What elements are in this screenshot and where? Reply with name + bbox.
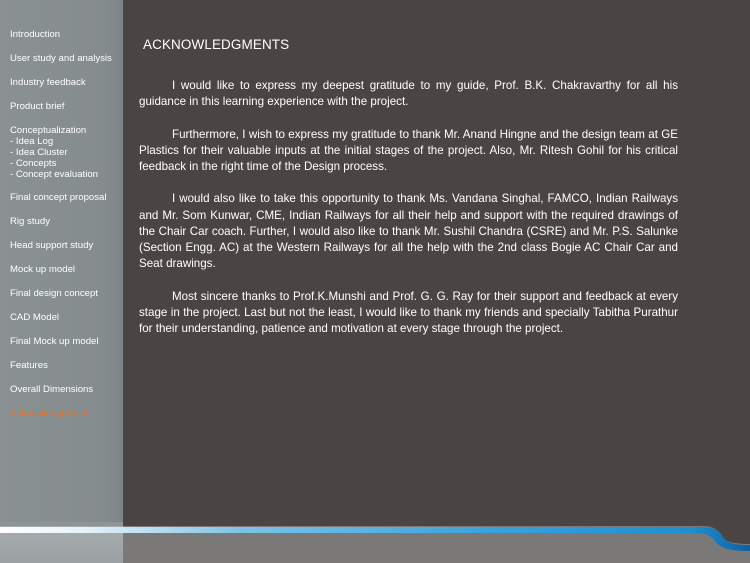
nav-item-label: Overall Dimensions [10, 384, 94, 395]
nav-item-final-concept-proposal[interactable] [10, 192, 122, 204]
nav-item-label: Industry feedback [10, 77, 86, 88]
nav-item-label: Conceptualization [10, 125, 87, 136]
nav-subitem-idea-log[interactable]: - Idea Log [10, 136, 54, 147]
nav-item-acknowledgement[interactable] [10, 408, 122, 420]
nav-item-product-brief[interactable] [10, 101, 122, 113]
nav-item-introduction[interactable] [10, 29, 122, 41]
nav-item-overall-dimensions[interactable] [10, 384, 122, 396]
nav-subitem-idea-cluster[interactable]: - Idea Cluster [10, 147, 68, 158]
nav-item-rig-study[interactable] [10, 216, 122, 228]
nav-item-industry-feedback[interactable] [10, 77, 122, 89]
nav-item-label: Features [10, 360, 48, 371]
nav-item-label: Rig study [10, 216, 50, 227]
nav-item-user-study[interactable] [10, 53, 122, 65]
decorative-swoosh-bar [0, 522, 750, 563]
sidebar [0, 0, 123, 563]
nav-item-cad-model[interactable] [10, 312, 122, 324]
nav-item-label: Mock up model [10, 264, 76, 275]
nav-item-label: Introduction [10, 29, 61, 40]
page-title: ACKNOWLEDGMENTS [143, 37, 290, 52]
nav-item-label: Acknowledgement [10, 408, 89, 419]
nav-item-label: CAD Model [10, 312, 60, 323]
paragraph: Furthermore, I wish to express my gratitude to thank Mr. Anand Hingne and the design team at GE Plastics for their valuable inputs at the initial stages of the project. Also, Mr. Ritesh Gohil for his critical feedback in the right time of the Design process. [139, 127, 678, 173]
paragraph: I would like to express my deepest gratitude to my guide, Prof. B.K. Chakravarthy for all his guidance in this learning experience with the project. [139, 79, 678, 109]
nav-item-final-mock-up-model[interactable] [10, 336, 122, 348]
sidebar-nav [10, 29, 122, 420]
nav-item-label: Final design concept [10, 288, 98, 299]
nav-item-final-design-concept[interactable] [10, 288, 122, 300]
nav-item-label: User study and analysis [10, 53, 112, 64]
nav-item-label: Final concept proposal [10, 192, 107, 203]
acknowledgment-text [139, 78, 678, 353]
nav-item-mock-up-model[interactable] [10, 264, 122, 276]
nav-subitem-concepts[interactable]: - Concepts [10, 158, 57, 169]
nav-item-label: Head support study [10, 240, 94, 251]
nav-item-label: Final Mock up model [10, 336, 99, 347]
nav-item-conceptualization[interactable] [10, 125, 122, 180]
nav-item-label: Product brief [10, 101, 65, 112]
paragraph: Most sincere thanks to Prof.K.Munshi and Prof. G. G. Ray for their support and feedback at every stage in the project. Last but not the least, I would like to thank my friends and specially Tabitha Purathur for their understanding, patience and motivation at every stage through the project. [139, 289, 678, 335]
nav-item-head-support-study[interactable] [10, 240, 122, 252]
nav-item-features[interactable] [10, 360, 122, 372]
nav-subitem-concept-evaluation[interactable]: - Concept evaluation [10, 169, 98, 180]
paragraph: I would also like to take this opportunity to thank Ms. Vandana Singhal, FAMCO, Indian Railways and Mr. Som Kunwar, CME, Indian Railways for all their help and support with the required drawings of the Chair Car coach. Further, I would also like to thank Mr. Sushil Chandra (CSRE) and Mr. P.S. Salunke (Section Engg. AC) at the Western Railways for all the help with the 2nd class Bogie AC Chair Car and Seat drawings. [139, 192, 678, 271]
